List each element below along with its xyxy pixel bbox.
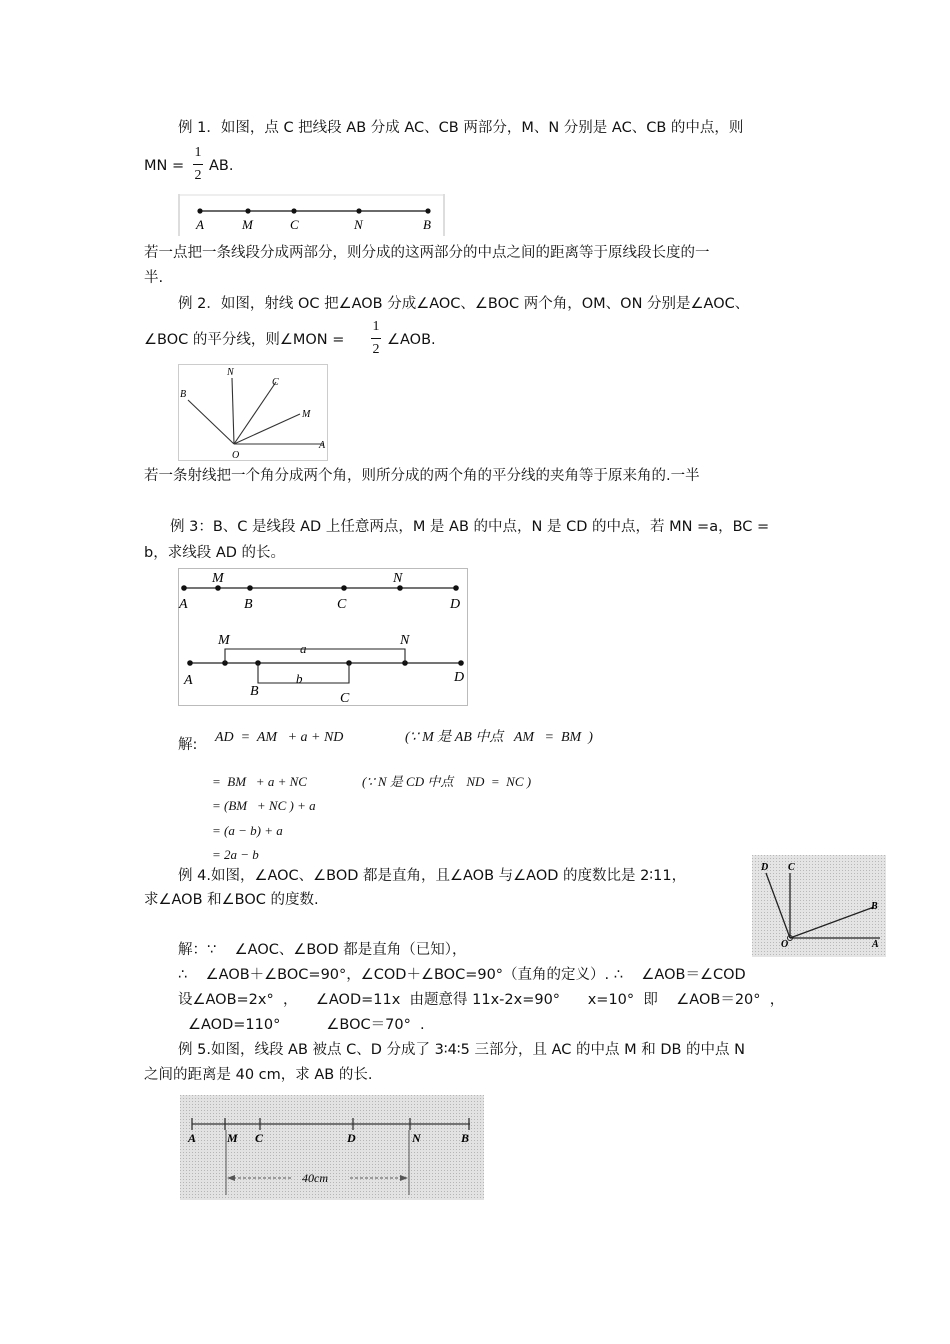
ex3-solution-step2: = BM + a + NC: [212, 774, 307, 789]
ex3-bot-label-m: M: [218, 633, 230, 648]
ex3-bot-label-c: C: [340, 691, 350, 706]
ex1-label-m: M: [242, 217, 253, 232]
ex2-frac-num: 1: [372, 319, 380, 334]
ex3-bot-label-d: D: [454, 670, 465, 685]
ex3-top-label-d: D: [450, 597, 461, 612]
ex4-solution-line3: 设∠AOB=2x° ， ∠AOD=11x 由题意得 11x-2x=90° x=10° 即 ∠AOB＝20° ，: [178, 992, 785, 1008]
ex5-label-n: N: [412, 1131, 421, 1145]
ex1-conclusion-line1: 若一点把一条线段分成两部分，则分成的这两部分的中点之间的距离等于原线段长度的一: [144, 245, 710, 261]
ex1-label-b: B: [423, 217, 431, 232]
ex3-solution-step2-reason: (∵ N 是 CD 中点 ND = NC ): [362, 774, 532, 789]
ex2-label-c: C: [272, 377, 279, 388]
ex1-frac-den: 2: [194, 168, 202, 183]
ex3-top-label-b: B: [244, 597, 253, 612]
ex2-statement-line2a: ∠BOC 的平分线，则∠MON =: [144, 332, 345, 348]
ex3-solution-step4: = (a − b) + a: [212, 823, 283, 838]
ex4-figure: [752, 855, 886, 957]
ex1-ab-label: AB.: [209, 158, 234, 174]
ex3-bot-label-b: B: [250, 684, 259, 699]
ex2-frac-den: 2: [372, 342, 380, 357]
ex5-statement-line2: 之间的距离是 40 cm，求 AB 的长.: [144, 1067, 373, 1083]
ex5-statement-line1: 例 5.如图，线段 AB 被点 C、D 分成了 3∶4∶5 三部分，且 AC 的中点 M 和 DB 的中点 N: [178, 1042, 745, 1058]
ex2-figure: [178, 364, 330, 462]
ex1-label-n: N: [354, 217, 363, 232]
ex3-solution-step1-reason: (∵ M 是 AB 中点 AM = BM ): [405, 730, 593, 745]
ex3-solution-label: 解:: [178, 737, 198, 753]
ex5-label-b: B: [461, 1131, 470, 1145]
ex3-top-label-m: M: [212, 571, 224, 586]
ex5-distance-label: 40cm: [302, 1171, 328, 1185]
ex2-frac-bar: [371, 338, 381, 339]
ex5-label-m: M: [227, 1131, 238, 1145]
ex4-label-o: O: [781, 939, 789, 950]
ex2-label-b: B: [180, 389, 187, 400]
ex2-statement-line2b: ∠AOB.: [387, 332, 436, 348]
ex2-statement-line1: 例 2．如图，射线 OC 把∠AOB 分成∠AOC、∠BOC 两个角，OM、ON 分别是∠AOC、: [178, 296, 750, 312]
ex2-conclusion: 若一条射线把一个角分成两个角，则所分成的两个角的平分线的夹角等于原来角的.一半: [144, 468, 700, 484]
ex3-solution-step1: AD = AM + a + ND: [215, 730, 344, 745]
ex2-label-n: N: [227, 367, 234, 378]
ex1-statement: 例 1．如图，点 C 把线段 AB 分成 AC、CB 两部分，M、N 分别是 AC、CB 的中点，则: [178, 120, 744, 136]
ex1-label-c: C: [290, 217, 299, 232]
ex4-label-b: B: [871, 901, 878, 912]
ex3-statement-line1: 例 3：B、C 是线段 AD 上任意两点，M 是 AB 的中点，N 是 CD 的中点，若 MN =a，BC =: [170, 519, 770, 535]
ex1-frac-num: 1: [194, 145, 202, 160]
ex3-statement-line2: b，求线段 AD 的长。: [144, 545, 286, 561]
ex3-bot-label-n: N: [400, 633, 410, 648]
ex4-label-d: D: [761, 862, 769, 873]
ex4-label-a: A: [872, 939, 879, 950]
ex2-label-m: M: [302, 409, 311, 420]
ex4-solution-line1: 解：∵ ∠AOC、∠BOD 都是直角（已知），: [178, 942, 467, 958]
ex4-label-c: C: [788, 862, 795, 873]
ex4-solution-line2: ∴ ∠AOB＋∠BOC=90°，∠COD＋∠BOC=90°（直角的定义）. ∴ ∠AOB＝∠COD: [178, 967, 746, 983]
ex4-statement-line1: 例 4.如图，∠AOC、∠BOD 都是直角，且∠AOB 与∠AOD 的度数比是 2∶11，: [178, 868, 687, 884]
ex3-solution-step3: = (BM + NC ) + a: [212, 798, 316, 813]
ex2-label-a: A: [319, 440, 326, 451]
ex5-figure: [180, 1095, 484, 1200]
ex3-bot-label-a-length: a: [300, 641, 307, 656]
ex3-top-label-c: C: [337, 597, 347, 612]
ex1-figure: [178, 194, 448, 236]
ex5-label-c: C: [255, 1131, 264, 1145]
ex3-solution-step5: = 2a − b: [212, 847, 259, 862]
ex1-conclusion-line2: 半.: [144, 270, 164, 286]
ex1-frac-bar: [193, 164, 203, 165]
ex5-label-a: A: [188, 1131, 197, 1145]
ex3-bot-label-a: A: [184, 673, 193, 688]
ex3-top-label-a: A: [179, 597, 188, 612]
ex3-figure: [178, 568, 470, 708]
ex4-solution-line4: ∠AOD=110° ∠BOC＝70° .: [188, 1017, 425, 1033]
ex3-bot-label-b-length: b: [296, 671, 303, 686]
ex1-mn-label: MN =: [144, 158, 185, 174]
ex4-statement-line2: 求∠AOB 和∠BOC 的度数.: [144, 892, 319, 908]
ex2-label-o: O: [232, 450, 240, 461]
ex1-label-a: A: [196, 217, 204, 232]
ex3-top-label-n: N: [393, 571, 403, 586]
ex5-label-d: D: [347, 1131, 356, 1145]
